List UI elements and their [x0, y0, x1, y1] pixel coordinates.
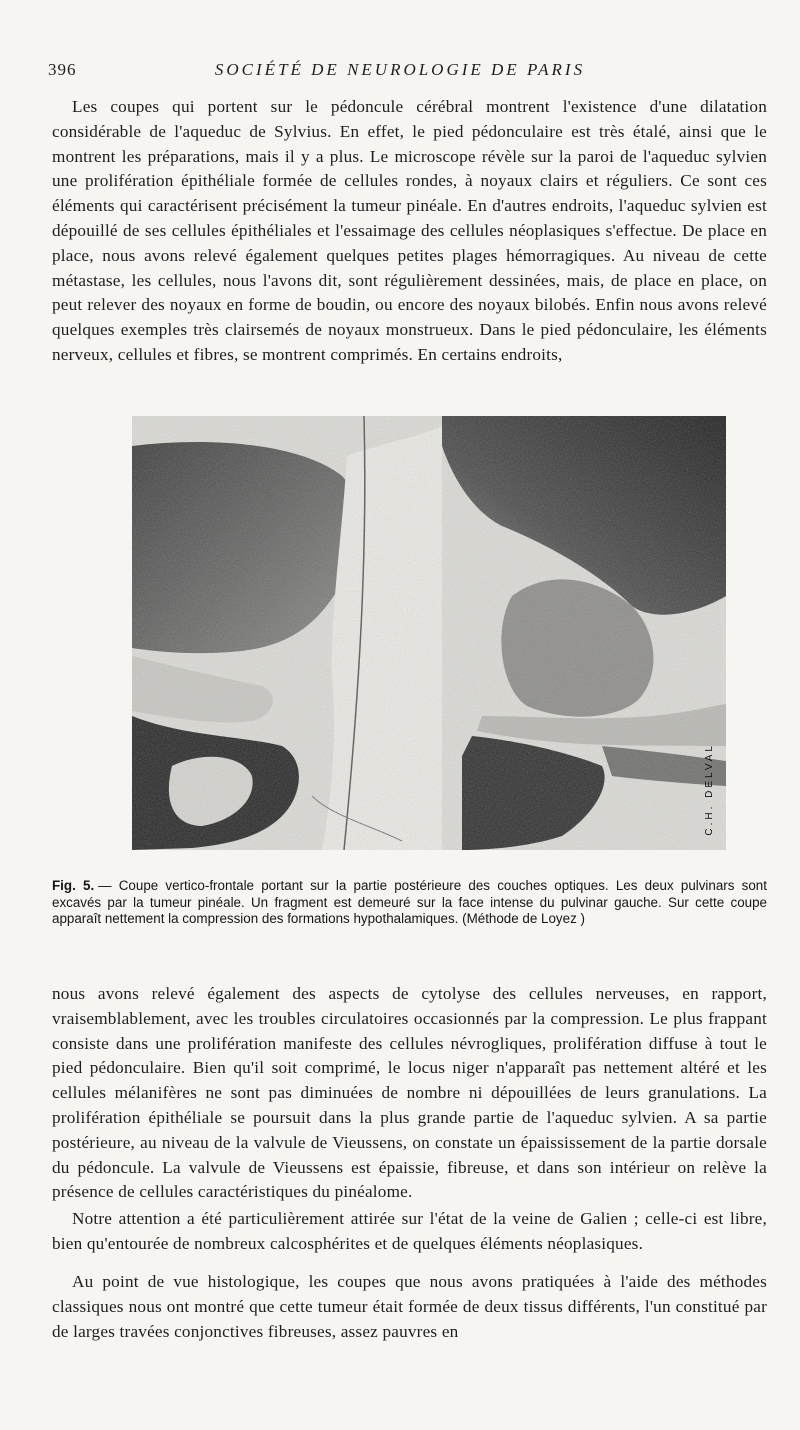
page-header: [0, 60, 800, 84]
photo-credit: C.H. DELVAL: [704, 743, 715, 836]
body-paragraph-3: Notre attention a été particulièrement attirée sur l'état de la veine de Galien ; celle-ci est libre, bien qu'entourée de nombreux calcosphérites et de quelques éléments néoplasiques.: [52, 1209, 767, 1253]
caption-label: Fig. 5.: [52, 878, 95, 893]
body-paragraph-1: Les coupes qui portent sur le pédoncule cérébral montrent l'existence d'une dilatation considérable de l'aqueduc de Sylvius. En effet, le pied pédonculaire est très étalé, ainsi que le montrent les préparations, mais il y a plus. Le microscope révèle sur la paroi de l'aqueduc sylvien une prolifération épithéliale formée de cellules rondes, à noyaux clairs et réguliers. Ce sont ces éléments qui caractérisent précisément la tumeur pinéale. En d'autres endroits, l'aqueduc sylvien est dépouillé de ses cellules épithéliales et l'essaimage des cellules néoplasiques s'effectue. De place en place, nous avons relevé également quelques petites plages hémorragiques. Au niveau de cette métastase, les cellules, nous l'avons dit, sont régulièrement dessinées, mais, de place en place, on peut relever des noyaux en forme de boudin, ou encore des noyaux bilobés. Enfin nous avons relevé quelques exemples très clairsemés de noyaux monstrueux. Dans le pied pédonculaire, les éléments nerveux, cellules et fibres, se montrent comprimés. En certains endroits,: [52, 97, 767, 364]
running-title: SOCIÉTÉ DE NEUROLOGIE DE PARIS: [214, 60, 586, 79]
body-paragraph-4: Au point de vue histologique, les coupes que nous avons pratiquées à l'aide des méthodes classiques nous ont montré que cette tumeur était formée de deux tissus différents, l'un constitué par de larges travées conjonctives fibreuses, assez pauvres en: [52, 1272, 767, 1341]
body-paragraph-2: nous avons relevé également des aspects de cytolyse des cellules nerveuses, en rapport, vraisemblablement, avec les troubles circulatoires occasionnés par la compression. Le plus frappant consiste dans une prolifération manifeste des cellules névrogliques, prolifération diffuse à tout le pied pédonculaire. Bien qu'il soit comprimé, le locus niger n'apparaît pas nettement altéré et les cellules mélanifères ne sont pas diminuées de nombre ni dépouillées de leurs granulations. La prolifération épithéliale se poursuit dans la plus grande partie de l'aqueduc sylvien. A sa partie postérieure, au niveau de la valvule de Vieussens, on constate un épaississement de la partie dorsale du pédoncule. La valvule de Vieussens est épaissie, fibreuse, et dans son intérieur on relève la présence de cellules caractéristiques du pinéalome.: [52, 984, 767, 1202]
figure-photomicrograph: [132, 416, 726, 850]
caption-text: — Coupe vertico-frontale portant sur la partie postérieure des couches optiques. Les deux pulvinars sont excavés par la tumeur pinéale. Un fragment est demeuré sur la face intense du pulvinar gauche. Sur cette coupe apparaît nettement la compression des formations hypothalamiques. (Méthode de Loyez ): [52, 878, 767, 926]
figure-caption: [52, 878, 767, 928]
page-number: 396: [48, 60, 77, 79]
brain-section-image: [132, 416, 726, 850]
